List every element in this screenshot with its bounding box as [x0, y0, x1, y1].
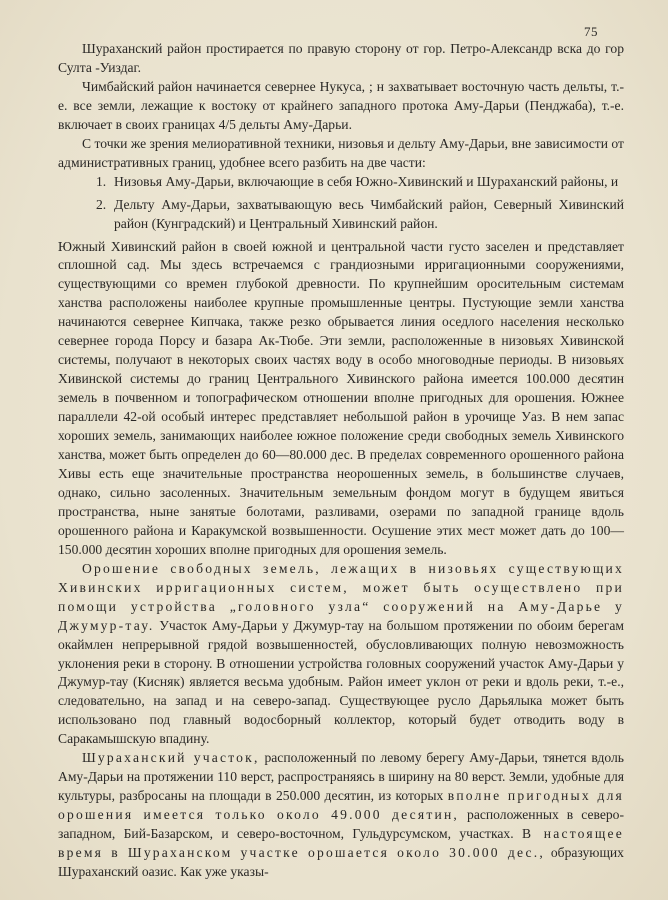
list-item-number: 2. — [96, 196, 107, 212]
list-item-text: Низовья Аму-Дарьи, включающие в себя Южно-Хивинский и Шураханский районы, и — [114, 173, 619, 189]
list-item — [96, 196, 624, 234]
paragraph-chimbay: Чимбайский район начинается севернее Нукуса, ; н захватывает восточную часть дельты, т.-е. все земли, лежащие к востоку от крайнего западного протока Аму-Дарьи (Пенджаба), т.-е. включает в своих границах 4/5 дельты Аму-Дарьи. — [58, 78, 624, 132]
list-item — [96, 173, 624, 192]
page-number: 75 — [584, 24, 598, 39]
spaced-text: вполне пригодных для орошения имеется только около 49.000 десятин, — [58, 788, 625, 823]
paragraph-south-khiva: Южный Хивинский район в своей южной и центральной части густо заселен и представляет сплошной сад. Мы здесь встречаемся с грандиозными ирригационными сооружениями, существующими со времен глубокой древности. По крупнейшим оросительным системам ханства расположены наиболее крупные промышленные центры. Пустующие земли ханства начинаются севернее Кипчака, также резко обрывается линия оседлого населения несколько севернее города Порсу и базара Ак-Тюбе. Эти земли, расположенные в низовьях Хивинской системы, получают в некоторых своих частях воду в особо многоводные периоды. В низовьях Хивинской системы до границ Центрального Хивинского района имеется 100.000 десятин земель в почвенном и топографическом отношении вполне пригодных для орошения. Южнее параллели 42-ой особый интерес представляет небольшой район в урочище Уаз. В нем запас хороших земель, занимающих наиболее южное положение среди свободных земель Хивинского ханства, может быть определен до 60—80.000 дес. В пределах современного орошенного района Хивы есть еще значительные пространства неорошенных земель, в большинстве случаев, однако, сильно засоленных. Значительным земельным фондом могут в будущем явиться пространства, ныне занятые болотами, разливами, озерами по западной границе вдоль орошенного района и Каракумской возвышенности. Осушение этих мест может дать до 100—150.000 десятин хороших вполне пригодных для орошения земель. — [58, 238, 624, 557]
spaced-text: Орошение свободных земель, лежащих в низовьях существующих Хивинских ирригационных систем, может быть осуществлено при помощи устройства „головного узла“ сооружений на Аму-Дарье у Джумур-тау. — [58, 560, 624, 633]
paragraph-text: Участок Аму-Дарьи у Джумур-тау на большом протяжении по обоим берегам окаймлен непрерывной грядой возвышенностей, обусловливающих полную невозможность уклонения реки в сторону. В отношении устройства головных сооружений участок Аму-Дарьи у Джумур-тау (Кисняк) является весьма удобным. Район имеет уклон от реки и вдоль реки, т.-е., следовательно, на запад и на северо-запад. Существующее русло Дарьялыка может быть использовано под главный водосборный коллектор, который будет отводить воду в Саракамышскую впадину. — [58, 617, 624, 747]
paragraph-text: расположенный по левому берегу Аму-Дарьи, тянется вдоль Аму-Дарьи на протяжении 110 верст, распространяясь в ширину на 80 верст. Земли, удобные для культуры, разбросаны на площади в 250.000 десятин, из которых — [58, 750, 624, 804]
list-item-text: Дельту Аму-Дарьи, захватывающую весь Чимбайский район, Северный Хивинский район (Кунградский) и Центральный Хивинский район. — [114, 196, 624, 231]
paragraph-shurakhan-intro: Шураханский район простирается по правую сторону от гор. Петро-Александр вска до гор Султа -Уиздаг. — [58, 41, 624, 75]
spaced-text: В настоящее время в Шураханском участке орошается около 30.000 дес., — [58, 826, 624, 861]
spaced-text: Шураханский участок, — [82, 750, 260, 766]
paragraph-shurakhan-section — [58, 749, 624, 882]
paragraph-irrigation — [58, 560, 624, 750]
paragraph-text: расположенных в северо-западном, Бий-Базарском, и северо-восточном, Гульдурсумском, участках. — [58, 807, 624, 842]
paragraph-melioration: С точки же зрения мелиоративной техники, низовья и дельту Аму-Дарьи, вне зависимости от административных границ, удобнее всего разбить на две части: — [58, 135, 624, 170]
parts-list — [96, 173, 624, 234]
list-item-number: 1. — [96, 173, 107, 189]
paragraph-text: образующих Шураханский оазис. Как уже указы- — [58, 845, 624, 879]
body-text — [58, 40, 624, 882]
